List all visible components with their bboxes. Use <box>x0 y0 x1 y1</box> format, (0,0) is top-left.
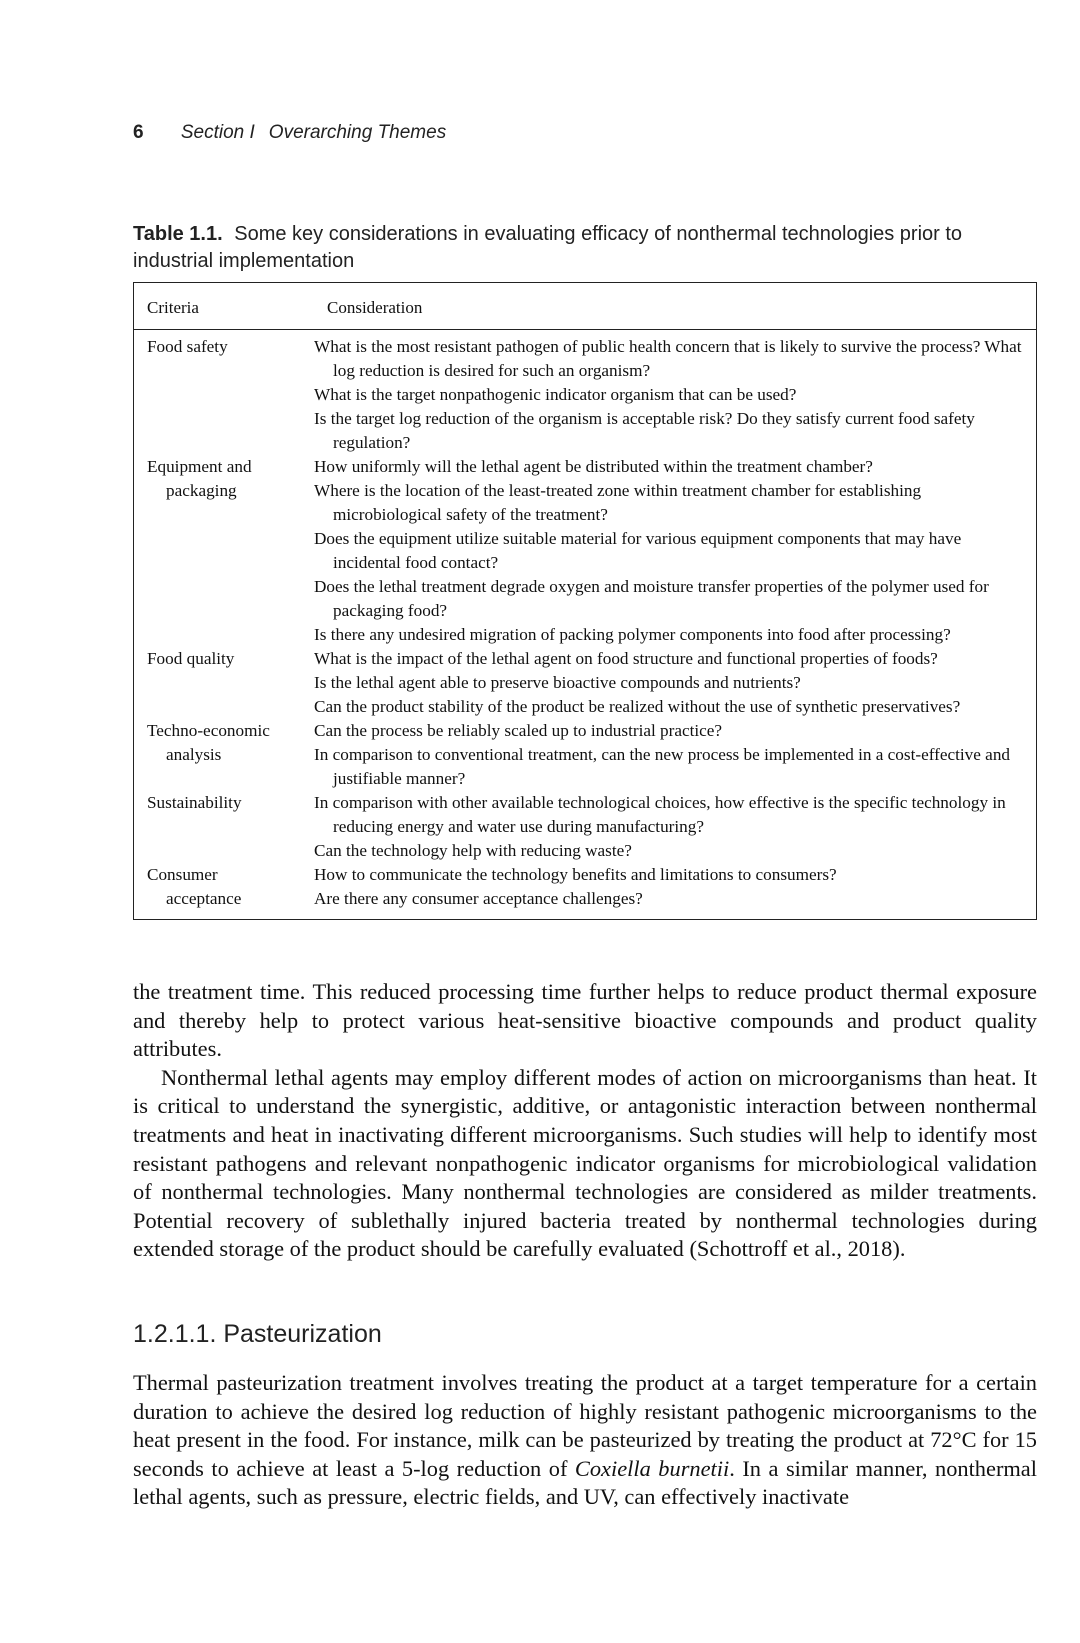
consideration-question: In comparison to conventional treatment, can the new process be implemented in a cost-effective and justifiable manner? <box>314 745 1011 788</box>
table-row <box>134 455 1036 647</box>
criteria-label: Consumer <box>147 865 218 884</box>
header-criteria: Criteria <box>147 298 199 317</box>
consideration-question: Does the equipment utilize suitable material for various equipment components that may have incidental food contact? <box>314 529 962 572</box>
table-row <box>134 719 1036 791</box>
table-caption-text: Some key considerations in evaluating efficacy of nonthermal technologies prior to industrial implementation <box>133 223 963 272</box>
page-header <box>133 122 446 144</box>
consideration-cell <box>314 455 1036 647</box>
criteria-label: Food safety <box>147 337 228 356</box>
criteria-cell <box>134 863 314 911</box>
paragraph-2: Nonthermal lethal agents may employ different modes of action on microorganisms than heat. It is critical to understand the synergistic, additive, or antagonistic interaction between nonthermal treatments and heat in inactivating different microorganisms. Such studies will help to identify most resistant pathogens and relevant nonpathogenic indicator organisms for microbiological validation of nonthermal technologies. Many nonthermal technologies are considered as milder treatments. Potential recovery of sublethally injured bacteria treated by nonthermal technologies during extended storage of the product should be carefully evaluated (Schottroff et al., 2018). <box>133 1064 1037 1262</box>
body-text <box>133 978 1037 1264</box>
consideration-question: Does the lethal treatment degrade oxygen and moisture transfer properties of the polymer used for packaging food? <box>314 577 989 620</box>
consideration-question: Is the lethal agent able to preserve bioactive compounds and nutrients? <box>314 673 801 692</box>
criteria-label: Sustainability <box>147 793 242 812</box>
table-row <box>134 791 1036 863</box>
body-text-2 <box>133 1369 1037 1512</box>
criteria-label-cont: acceptance <box>166 889 242 908</box>
table-caption <box>133 221 1013 275</box>
consideration-question: In comparison with other available technological choices, how effective is the specific technology in reducing energy and water use during manufacturing? <box>314 793 1006 836</box>
table-row <box>134 647 1036 719</box>
header-consideration: Consideration <box>327 298 423 317</box>
criteria-label: Equipment and <box>147 457 252 476</box>
section-title: Overarching Themes <box>268 122 447 143</box>
consideration-question: Where is the location of the least-treated zone within treatment chamber for establishing microbiological safety of the treatment? <box>314 481 922 524</box>
consideration-question: What is the most resistant pathogen of public health concern that is likely to survive the process? What log reduction is desired for such an organism? <box>314 337 1022 380</box>
consideration-question: Is the target log reduction of the organism is acceptable risk? Do they satisfy current food safety regulation? <box>314 409 975 452</box>
considerations-table <box>133 282 1037 920</box>
criteria-label: Techno-economic <box>147 721 270 740</box>
consideration-question: What is the impact of the lethal agent on food structure and functional properties of foods? <box>314 649 938 668</box>
running-title <box>181 122 446 143</box>
criteria-cell <box>134 455 314 647</box>
consideration-cell <box>314 719 1036 791</box>
criteria-label-cont: analysis <box>166 745 222 764</box>
paragraph-1: the treatment time. This reduced processing time further helps to reduce product thermal exposure and thereby help to protect various heat-sensitive bioactive compounds and product quality attributes. <box>133 979 1037 1062</box>
table-row <box>134 863 1036 911</box>
consideration-cell <box>314 335 1036 455</box>
criteria-cell <box>134 719 314 791</box>
criteria-cell <box>134 791 314 863</box>
consideration-question: Are there any consumer acceptance challenges? <box>314 889 643 908</box>
consideration-question: Can the product stability of the product be realized without the use of synthetic preservatives? <box>314 697 961 716</box>
table-caption-label: Table 1.1. <box>133 223 223 245</box>
consideration-question: How to communicate the technology benefits and limitations to consumers? <box>314 865 837 884</box>
criteria-label: Food quality <box>147 649 235 668</box>
paragraph-3 <box>133 1369 1037 1512</box>
criteria-cell <box>134 647 314 719</box>
organism-name: Coxiella burnetii <box>574 1455 730 1481</box>
consideration-question: How uniformly will the lethal agent be distributed within the treatment chamber? <box>314 457 873 476</box>
paragraph-3-end: . In a similar manner, nonthermal lethal agents, such as pressure, electric fields, and UV, can effectively inactivate <box>133 1455 1037 1510</box>
consideration-cell <box>314 647 1036 719</box>
table-row <box>134 335 1036 455</box>
table-header-row <box>134 283 1036 330</box>
section-heading: 1.2.1.1. Pasteurization <box>133 1320 382 1348</box>
criteria-label-cont: packaging <box>166 481 237 500</box>
consideration-question: Can the technology help with reducing waste? <box>314 841 632 860</box>
consideration-cell <box>314 791 1036 863</box>
consideration-question: Can the process be reliably scaled up to industrial practice? <box>314 721 723 740</box>
criteria-cell <box>134 335 314 455</box>
consideration-cell <box>314 863 1036 911</box>
table-body <box>134 335 1036 911</box>
consideration-question: What is the target nonpathogenic indicator organism that can be used? <box>314 385 797 404</box>
consideration-question: Is there any undesired migration of packing polymer components into food after processing? <box>314 625 951 644</box>
section-label: Section I <box>180 122 255 143</box>
paragraph-3-start: Thermal pasteurization treatment involves treating the product at a target temperature for a certain duration to achieve the desired log reduction of highly resistant pathogenic microorganisms to the heat present in the food. For instance, milk can be pasteurized by treating the product at 72°C for 15 seconds to achieve at least a 5-log reduction of <box>133 1370 1037 1481</box>
page-number: 6 <box>133 122 144 143</box>
